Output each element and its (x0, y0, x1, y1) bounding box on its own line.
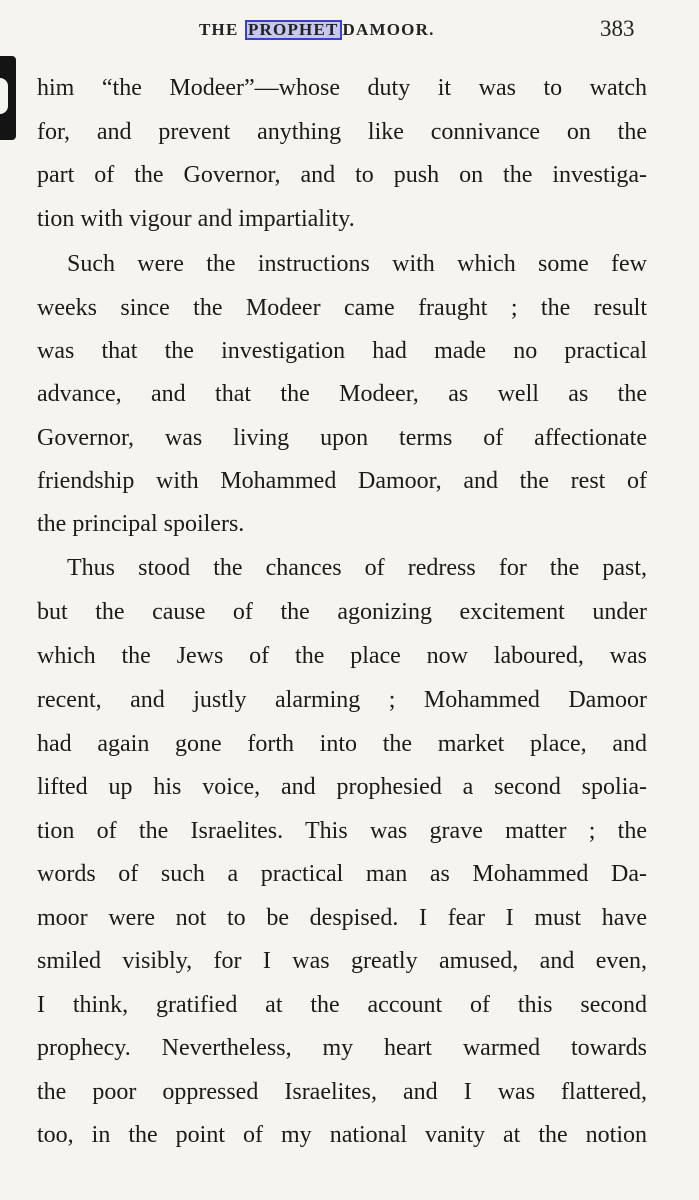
page-header (0, 12, 699, 46)
text-line: too, in the point of my national vanity at the notion (37, 1122, 647, 1148)
text-line: words of such a practical man as Mohammed Da- (37, 861, 647, 887)
running-title (199, 20, 435, 40)
text-line: weeks since the Modeer came fraught ; the result (37, 295, 647, 321)
text-line: advance, and that the Modeer, as well as the (37, 381, 647, 407)
text-line: prophecy. Nevertheless, my heart warmed towards (37, 1035, 647, 1061)
title-word-damoor: DAMOOR. (342, 20, 435, 39)
text-line: friendship with Mohammed Damoor, and the rest of (37, 468, 647, 494)
text-line: had again gone forth into the market place, and (37, 731, 647, 757)
text-line: the poor oppressed Israelites, and I was flattered, (37, 1079, 647, 1105)
text-line: Thus stood the chances of redress for the past, (67, 555, 647, 581)
text-line: which the Jews of the place now laboured, was (37, 643, 647, 669)
text-line: tion of the Israelites. This was grave matter ; the (37, 818, 647, 844)
text-line: was that the investigation had made no practical (37, 338, 647, 364)
text-line: the principal spoilers. (37, 511, 245, 537)
page-number: 383 (600, 16, 635, 41)
text-line: tion with vigour and impartiality. (37, 206, 355, 232)
text-line: him “the Modeer”—whose duty it was to watch (37, 75, 647, 101)
highlighted-word[interactable]: PROPHET (245, 20, 342, 40)
text-line: lifted up his voice, and prophesied a second spolia- (37, 774, 647, 800)
text-line: I think, gratified at the account of this second (37, 992, 647, 1018)
text-line: for, and prevent anything like connivance on the (37, 119, 647, 145)
text-line: part of the Governor, and to push on the investiga- (37, 162, 647, 188)
text-line: moor were not to be despised. I fear I must have (37, 905, 647, 931)
title-word-the: THE (199, 20, 239, 39)
text-line: recent, and justly alarming ; Mohammed Damoor (37, 687, 647, 713)
text-line: smiled visibly, for I was greatly amused, and even, (37, 948, 647, 974)
text-line: Governor, was living upon terms of affectionate (37, 425, 647, 451)
text-line: Such were the instructions with which some few (67, 251, 647, 277)
text-line: but the cause of the agonizing excitement under (37, 599, 647, 625)
page-edge-tab (0, 56, 16, 140)
